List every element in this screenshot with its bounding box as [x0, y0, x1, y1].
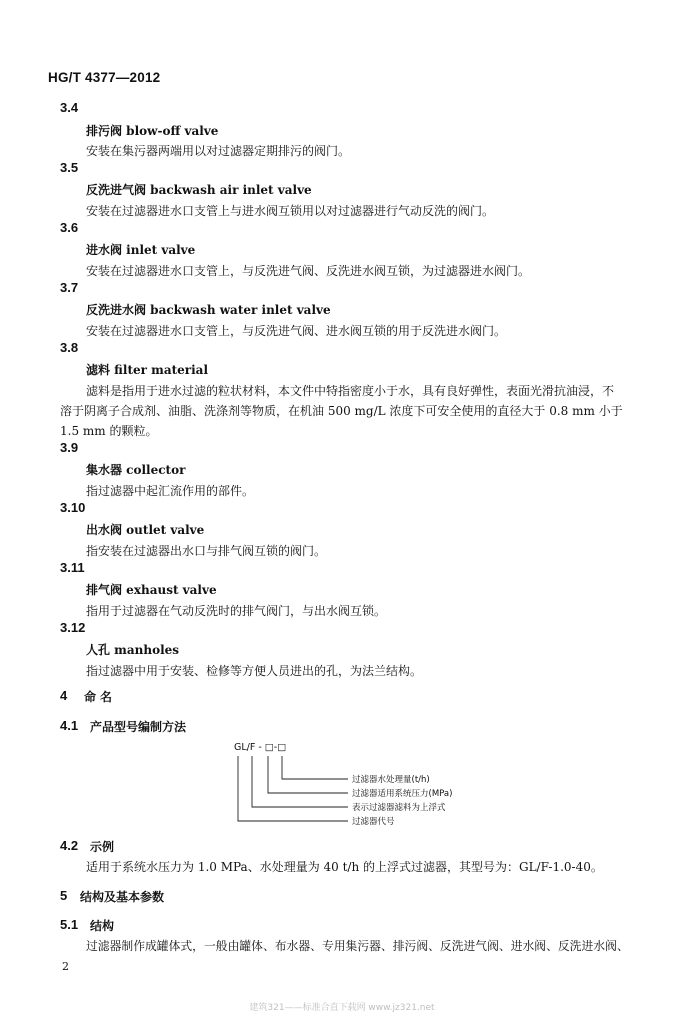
- term-definition: 指安装在过滤器出水口与排气阀互锁的阀门。: [86, 544, 327, 558]
- clause-number: 3.4: [60, 100, 79, 115]
- watermark-footer: 建筑321——标准合直下载网 www.jz321.net: [249, 1003, 435, 1013]
- term-title: 排污阀 blow-off valve: [86, 124, 219, 138]
- clause-number: 3.8: [60, 340, 79, 355]
- term-title: 出水阀 outlet valve: [86, 523, 205, 537]
- clause-number: 3.7: [60, 280, 79, 295]
- term-definition: 安装在集污器两端用以对过滤器定期排污的阀门。: [86, 144, 351, 158]
- clause-number: 3.6: [60, 220, 79, 235]
- section-number: 5: [60, 888, 68, 903]
- term-definition: 滤料是指用于进水过滤的粒状材料，本文件中特指密度小于水，具有良好弹性，表面光滑抗油浸，不: [86, 384, 615, 398]
- subsection-number: 4.2: [60, 838, 79, 853]
- clause-number: 3.12: [60, 620, 86, 635]
- term-definition: 指用于过滤器在气动反洗时的排气阀门，与出水阀互锁。: [86, 604, 387, 618]
- section-number: 4: [60, 688, 68, 703]
- term-definition: 安装在过滤器进水口支管上，与反洗进气阀、反洗进水阀互锁，为过滤器进水阀门。: [86, 264, 531, 278]
- bracket-lines: [230, 754, 360, 834]
- model-code: GL/F - □-□: [234, 742, 287, 753]
- term-definition: 安装在过滤器进水口支管上与进水阀互锁用以对过滤器进行气动反洗的阀门。: [86, 204, 495, 218]
- subsection-number: 5.1: [60, 917, 79, 932]
- subsection-title: 示例: [90, 840, 115, 854]
- term-definition: 1.5 mm 的颗粒。: [60, 424, 158, 438]
- term-title: 集水器 collector: [86, 463, 186, 477]
- term-title: 反洗进气阀 backwash air inlet valve: [86, 183, 312, 197]
- section-title: 命名: [84, 690, 117, 704]
- section-title: 结构及基本参数: [80, 890, 165, 904]
- term-definition: 安装在过滤器进水口支管上，与反洗进气阀、进水阀互锁的用于反洗进水阀门。: [86, 324, 507, 338]
- clause-number: 3.5: [60, 160, 79, 175]
- subsection-title: 产品型号编制方法: [90, 720, 187, 734]
- term-title: 进水阀 inlet valve: [86, 243, 196, 257]
- standard-number: HG/T 4377—2012: [48, 70, 161, 85]
- subsection-number: 4.1: [60, 718, 79, 733]
- term-definition: 指过滤器中用于安装、检修等方便人员进出的孔，为法兰结构。: [86, 664, 423, 678]
- subsection-title: 结构: [90, 919, 115, 933]
- structure-text: 过滤器制作成罐体式，一般由罐体、布水器、专用集污器、排污阀、反洗进气阀、进水阀、反洗进水阀、: [86, 939, 629, 953]
- term-definition: 指过滤器中起汇流作用的部件。: [86, 484, 255, 498]
- clause-number: 3.11: [60, 560, 85, 575]
- diagram-label: 表示过滤器滤料为上浮式: [352, 803, 446, 813]
- clause-number: 3.10: [60, 500, 86, 515]
- diagram-label: 过滤器适用系统压力(MPa): [352, 789, 453, 799]
- page-number: 2: [62, 960, 69, 973]
- term-title: 反洗进水阀 backwash water inlet valve: [86, 303, 331, 317]
- term-title: 排气阀 exhaust valve: [86, 583, 217, 597]
- term-title: 滤料 filter material: [86, 363, 209, 377]
- term-title: 人孔 manholes: [86, 643, 180, 657]
- term-definition: 溶于阴离子合成剂、油脂、洗涤剂等物质，在机油 500 mg/L 浓度下可安全使用的直径大于 0.8 mm 小于: [60, 404, 623, 418]
- example-text: 适用于系统水压力为 1.0 MPa、水处理量为 40 t/h 的上浮式过滤器，其型号为：GL/F-1.0-40。: [86, 860, 603, 874]
- clause-number: 3.9: [60, 440, 79, 455]
- diagram-label: 过滤器水处理量(t/h): [352, 775, 430, 785]
- diagram-label: 过滤器代号: [352, 817, 395, 827]
